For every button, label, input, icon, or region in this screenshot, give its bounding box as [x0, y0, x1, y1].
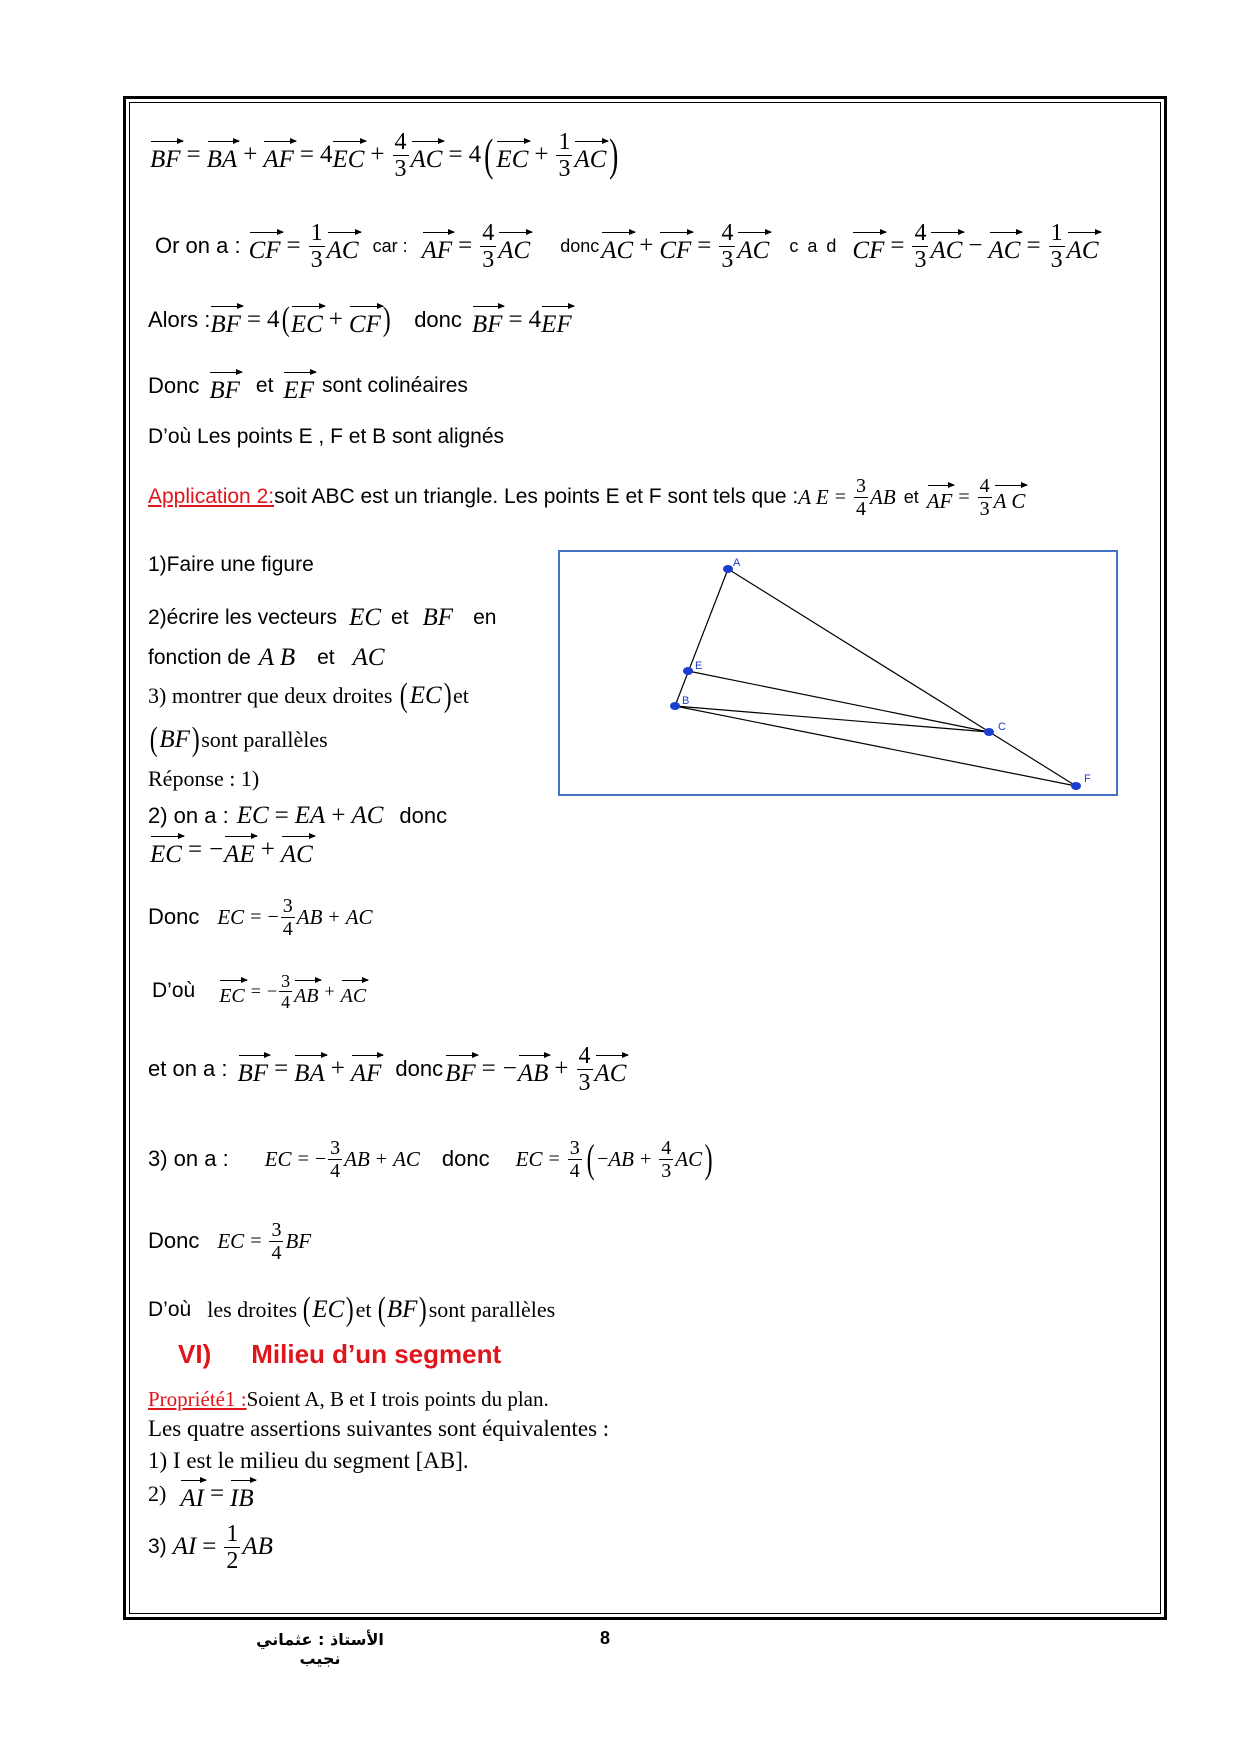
- segment-af: [728, 569, 1076, 786]
- aligned-statement: D’où Les points E , F et B sont alignés: [148, 425, 505, 448]
- footer-author: الأستاذ : عثماني نجيب: [256, 1630, 384, 1668]
- property-1: Propriété1 : Soient A, B et I trois points du plan.: [148, 1386, 549, 1411]
- point-c: [984, 728, 994, 736]
- question-1: 1)Faire une figure: [148, 553, 314, 576]
- equation-or-on-a: Or on a : CF = $\frac{1}{3}$ AC car : AF = $\frac{4}{3}$ AC donc AC + CF = $\frac{4}{3}$ AC c a d CF = $\frac{4}{3}$ AC − AC = $\frac{1}{3}$ AC: [155, 219, 1099, 273]
- label-a: A: [733, 557, 741, 569]
- segment-ab: [675, 569, 728, 706]
- equation-bf-decomposition: BF = BA + AF = 4 EC + $\frac{4}{3}$ AC = 4 ( EC + $\frac{1}{3}$ AC ): [150, 128, 619, 182]
- question-2-line-2: fonction de A B et AC: [148, 644, 385, 671]
- assertion-1: 1) I est le milieu du segment [AB].: [148, 1448, 469, 1473]
- label-c: C: [998, 721, 1006, 733]
- question-3-line-2: ( BF ) sont parallèles: [149, 721, 328, 758]
- page-number: 8: [600, 1628, 611, 1648]
- reponse-label: Réponse : 1): [148, 766, 260, 791]
- answer-bf: et on a : BF = BA + AF donc BF = − AB + $\frac{4}{3}$ AC: [148, 1042, 627, 1096]
- point-b: [670, 702, 680, 710]
- answer-2-line-1: 2) on a : EC = EA + AC donc: [148, 802, 448, 829]
- colinear-statement: Donc BF et EF sont colinéaires: [148, 366, 468, 406]
- label-f: F: [1084, 773, 1091, 785]
- assertions-intro: Les quatre assertions suivantes sont équivalentes :: [148, 1416, 610, 1441]
- answer-2-dou: D’où EC = − $\frac{3}{4}$ AB + AC: [152, 970, 367, 1012]
- answer-2-line-2: EC = − AE + AC: [150, 830, 313, 870]
- answer-2-donc: Donc EC = − $\frac{3}{4}$ AB + AC: [148, 894, 373, 940]
- answer-3: 3) on a : EC = − $\frac{3}{4}$ AB + AC donc EC = $\frac{3}{4}$ ( − AB + $\frac{4}{3}$ AC ): [148, 1136, 713, 1182]
- assertion-2: 2) AI = IB: [148, 1474, 254, 1514]
- label-b: B: [682, 695, 690, 707]
- assertion-3: 3) AI = $\frac{1}{2}$ AB: [148, 1520, 273, 1574]
- segment-ec: [688, 671, 989, 732]
- point-a: [723, 565, 733, 573]
- segment-bc: [675, 706, 989, 732]
- question-2-line-1: 2)écrire les vecteurs EC et BF en: [148, 604, 497, 631]
- equation-alors: Alors : BF = 4 ( EC + CF ) donc BF = 4 EF: [148, 301, 572, 338]
- answer-3-donc: Donc EC = $\frac{3}{4}$ BF: [148, 1218, 312, 1264]
- point-f: [1071, 782, 1081, 790]
- figure-border: [559, 551, 1117, 795]
- application-2: Application 2: soit ABC est un triangle. Les points E et F sont tels que : A E = $\frac{3}{4}$ AB et AF = $\frac{4}{3}$ A C: [148, 474, 1026, 520]
- conclusion-paralleles: D’où les droites ( EC ) et ( BF ) sont parallèles: [148, 1291, 556, 1328]
- triangle-figure: [558, 550, 1118, 796]
- question-3-line-1: 3) montrer que deux droites ( EC ) et: [148, 677, 469, 714]
- label-e: E: [695, 660, 703, 672]
- section-heading: VI) Milieu d’un segment: [178, 1338, 502, 1369]
- segment-bf: [675, 706, 1076, 786]
- point-e: [683, 667, 693, 675]
